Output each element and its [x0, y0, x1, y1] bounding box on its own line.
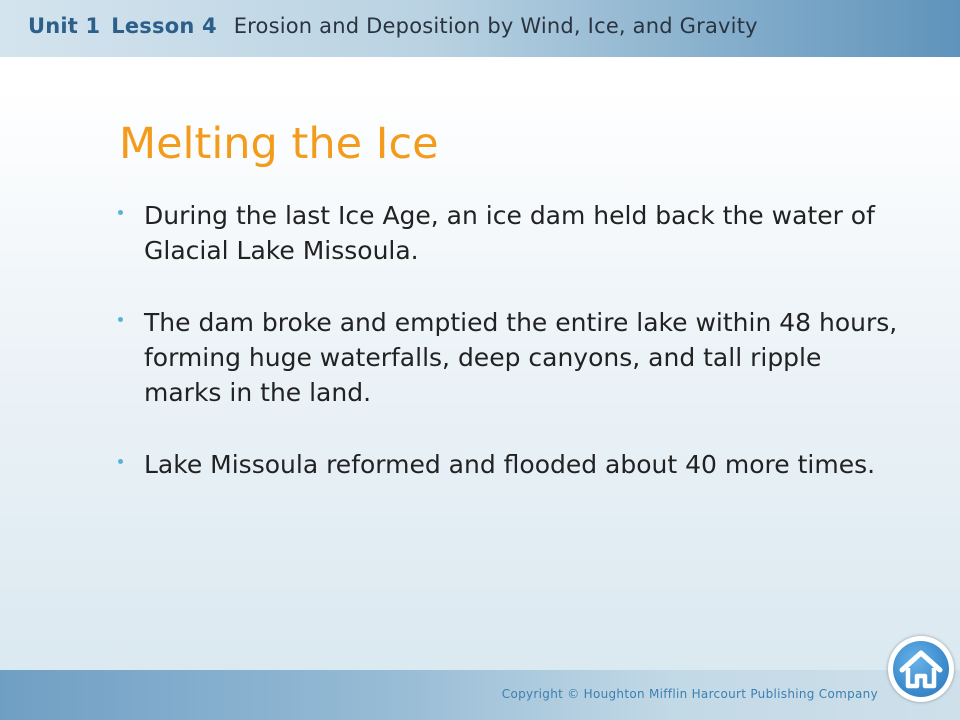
bullet-list [118, 198, 898, 482]
bullet-item [118, 447, 898, 482]
header-unit: Unit 1 [28, 14, 101, 38]
bullet-item [118, 198, 898, 268]
home-button[interactable] [888, 636, 954, 702]
copyright-notice: Copyright © Houghton Mifflin Harcourt Publishing Company [501, 687, 878, 701]
bullet-dot-icon [118, 210, 123, 215]
bullet-dot-icon [118, 459, 123, 464]
bullet-dot-icon [118, 317, 123, 322]
home-button-face [893, 641, 949, 697]
bullet-text: The dam broke and emptied the entire lake within 48 hours, forming huge waterfalls, deep canyons, and tall ripple marks in the land. [144, 308, 898, 407]
header-bar [0, 0, 960, 57]
header-lesson-title: Erosion and Deposition by Wind, Ice, and Gravity [233, 14, 758, 38]
header-text [28, 14, 758, 38]
home-icon [893, 641, 949, 697]
slide-title: Melting the Ice [119, 119, 439, 169]
bullet-item [118, 305, 898, 410]
bullet-text: Lake Missoula reformed and flooded about 40 more times. [144, 450, 876, 479]
bullet-text: During the last Ice Age, an ice dam held back the water of Glacial Lake Missoula. [144, 201, 875, 265]
header-lesson: Lesson 4 [111, 14, 217, 38]
